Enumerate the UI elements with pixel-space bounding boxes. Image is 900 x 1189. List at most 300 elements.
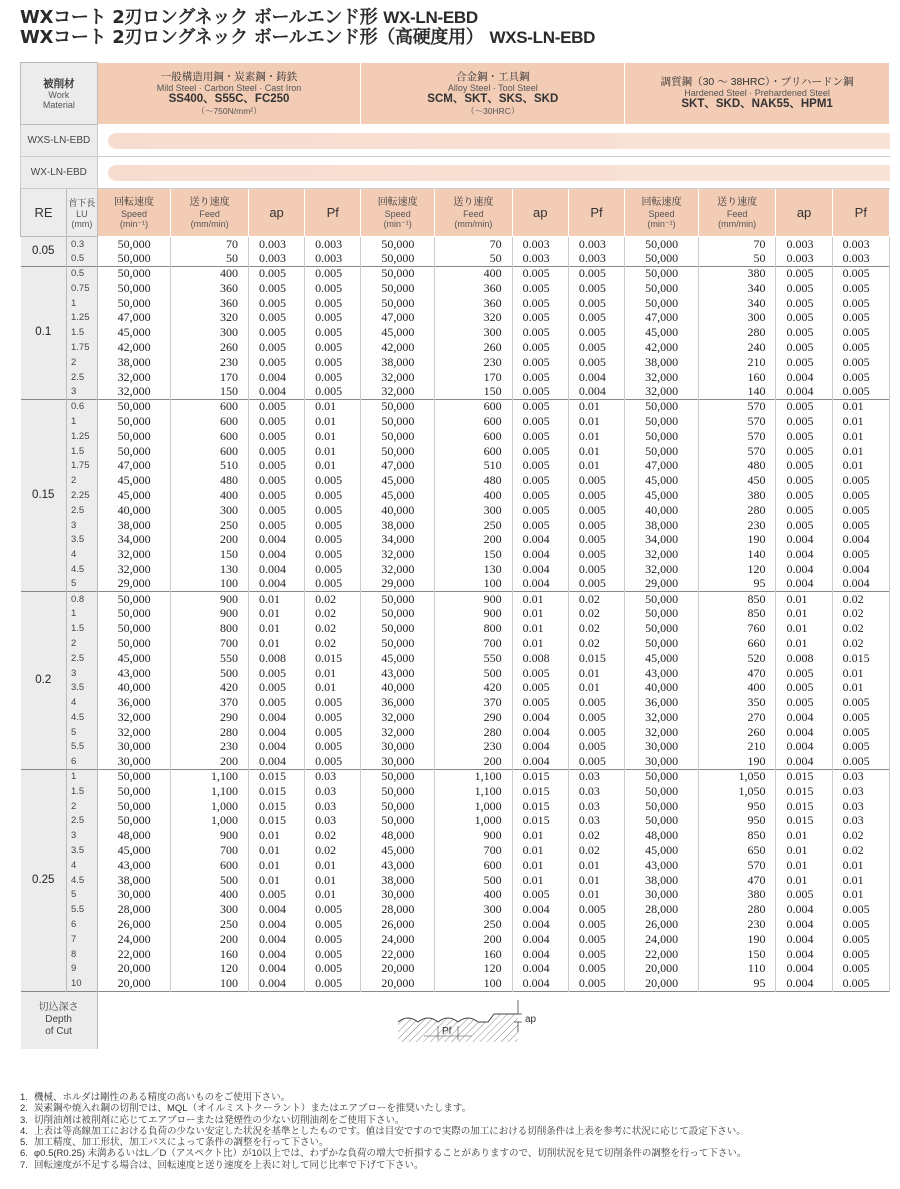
- lu-value: 1.5: [67, 621, 98, 636]
- speed-value: 50,000: [625, 444, 699, 459]
- pf-value: 0.02: [568, 621, 624, 636]
- pf-header: Pf: [832, 189, 889, 237]
- speed-value: 34,000: [625, 532, 699, 547]
- ap-value: 0.004: [512, 577, 568, 592]
- speed-value: 50,000: [361, 606, 435, 621]
- ap-value: 0.004: [248, 384, 304, 399]
- lu-value: 3: [67, 666, 98, 681]
- pf-value: 0.02: [832, 843, 889, 858]
- lu-value: 3.5: [67, 843, 98, 858]
- speed-value: 45,000: [97, 488, 171, 503]
- speed-value: 38,000: [361, 518, 435, 533]
- speed-value: 50,000: [97, 621, 171, 636]
- speed-value: 26,000: [625, 917, 699, 932]
- pf-value: 0.02: [305, 843, 361, 858]
- lu-value: 2: [67, 355, 98, 370]
- feed-value: 400: [698, 680, 776, 695]
- ap-value: 0.005: [776, 444, 832, 459]
- note-text: 上表は等高線加工における負荷の少ない安定した状況を基準としたものです。値は目安ですので実際の加工における切削条件は上表を参考に状況に応じて設定下さい。: [34, 1125, 746, 1137]
- lu-value: 3: [67, 518, 98, 533]
- pf-value: 0.01: [832, 666, 889, 681]
- feed-value: 120: [698, 562, 776, 577]
- product-label: WX-LN-EBD: [21, 157, 98, 189]
- pf-value: 0.005: [568, 902, 624, 917]
- pf-value: 0.005: [832, 976, 889, 991]
- feed-value: 900: [171, 606, 249, 621]
- ap-value: 0.004: [248, 947, 304, 962]
- lu-value: 1.25: [67, 310, 98, 325]
- lu-value: 9: [67, 962, 98, 977]
- lu-value: 0.5: [67, 266, 98, 281]
- lu-value: 4: [67, 858, 98, 873]
- pf-value: 0.01: [832, 444, 889, 459]
- pf-value: 0.005: [305, 473, 361, 488]
- lu-value: 4.5: [67, 710, 98, 725]
- feed-value: 190: [698, 932, 776, 947]
- speed-value: 38,000: [625, 355, 699, 370]
- ap-value: 0.01: [248, 621, 304, 636]
- speed-value: 32,000: [361, 384, 435, 399]
- pf-value: 0.005: [568, 488, 624, 503]
- pf-value: 0.005: [305, 932, 361, 947]
- feed-value: 700: [434, 843, 512, 858]
- lu-value: 2.5: [67, 370, 98, 385]
- pf-value: 0.005: [305, 562, 361, 577]
- table-row: [21, 592, 890, 607]
- speed-value: 45,000: [97, 843, 171, 858]
- pf-value: 0.005: [305, 340, 361, 355]
- feed-value: 360: [434, 281, 512, 296]
- speed-value: 48,000: [361, 828, 435, 843]
- pf-value: 0.005: [305, 947, 361, 962]
- pf-value: 0.005: [305, 503, 361, 518]
- pf-value: 0.005: [832, 281, 889, 296]
- feed-value: 300: [434, 902, 512, 917]
- feed-value: 950: [698, 799, 776, 814]
- ap-value: 0.004: [512, 532, 568, 547]
- speed-value: 32,000: [625, 370, 699, 385]
- table-row: [21, 384, 890, 399]
- speed-value: 50,000: [625, 606, 699, 621]
- ap-value: 0.005: [512, 666, 568, 681]
- speed-value: 32,000: [97, 547, 171, 562]
- feed-value: 70: [171, 237, 249, 252]
- title-line-2: WXコート 2刃ロングネック ボールエンド形（高硬度用） WXS-LN-EBD: [20, 27, 596, 48]
- ap-value: 0.005: [248, 325, 304, 340]
- speed-value: 45,000: [361, 843, 435, 858]
- feed-value: 400: [434, 488, 512, 503]
- speed-value: 20,000: [361, 962, 435, 977]
- table-row: [21, 962, 890, 977]
- speed-value: 42,000: [625, 340, 699, 355]
- feed-value: 360: [434, 296, 512, 311]
- feed-value: 510: [171, 458, 249, 473]
- ap-value: 0.01: [776, 873, 832, 888]
- pf-value: 0.01: [568, 888, 624, 903]
- feed-value: 400: [171, 488, 249, 503]
- feed-value: 260: [434, 340, 512, 355]
- ap-value: 0.005: [776, 281, 832, 296]
- feed-value: 380: [698, 488, 776, 503]
- ap-value: 0.01: [512, 843, 568, 858]
- ap-value: 0.01: [512, 873, 568, 888]
- speed-value: 50,000: [361, 784, 435, 799]
- table-row: [21, 399, 890, 414]
- ap-value: 0.005: [248, 488, 304, 503]
- lu-value: 1: [67, 296, 98, 311]
- pf-value: 0.03: [305, 799, 361, 814]
- pf-value: 0.005: [568, 976, 624, 991]
- pf-value: 0.005: [305, 488, 361, 503]
- feed-value: 900: [171, 828, 249, 843]
- speed-value: 20,000: [361, 976, 435, 991]
- table-row: [21, 518, 890, 533]
- ap-value: 0.004: [248, 976, 304, 991]
- pf-value: 0.01: [832, 680, 889, 695]
- pf-value: 0.005: [832, 754, 889, 769]
- applicable-range-bar: [108, 165, 890, 181]
- ap-value: 0.003: [776, 237, 832, 252]
- feed-value: 100: [434, 976, 512, 991]
- speed-value: 50,000: [97, 814, 171, 829]
- speed-value: 47,000: [97, 458, 171, 473]
- speed-value: 32,000: [97, 370, 171, 385]
- title-line-1: WXコート 2刃ロングネック ボールエンド形 WX-LN-EBD: [20, 7, 478, 28]
- table-row: [21, 503, 890, 518]
- table-row: [21, 680, 890, 695]
- ap-value: 0.005: [512, 473, 568, 488]
- pf-value: 0.02: [832, 621, 889, 636]
- speed-value: 20,000: [97, 962, 171, 977]
- pf-value: 0.03: [568, 784, 624, 799]
- speed-value: 32,000: [625, 710, 699, 725]
- ap-value: 0.004: [512, 740, 568, 755]
- note-item: [20, 1115, 890, 1126]
- speed-value: 29,000: [361, 577, 435, 592]
- feed-value: 900: [434, 828, 512, 843]
- speed-value: 30,000: [625, 754, 699, 769]
- pf-value: 0.003: [305, 251, 361, 266]
- feed-value: 250: [434, 917, 512, 932]
- feed-value: 400: [171, 888, 249, 903]
- pf-value: 0.005: [305, 325, 361, 340]
- feed-value: 160: [698, 370, 776, 385]
- table-row: [21, 266, 890, 281]
- lu-value: 4.5: [67, 562, 98, 577]
- feed-value: 370: [434, 695, 512, 710]
- speed-value: 32,000: [625, 725, 699, 740]
- speed-value: 36,000: [97, 695, 171, 710]
- ap-value: 0.004: [248, 370, 304, 385]
- pf-value: 0.02: [832, 636, 889, 651]
- pf-value: 0.01: [568, 458, 624, 473]
- note-number: 5.: [20, 1137, 28, 1149]
- ap-value: 0.003: [248, 251, 304, 266]
- table-row: [21, 296, 890, 311]
- lu-value: 2: [67, 799, 98, 814]
- speed-value: 43,000: [625, 666, 699, 681]
- speed-header: 回転速度 Speed (min⁻¹): [97, 189, 171, 237]
- feed-value: 400: [434, 888, 512, 903]
- pf-value: 0.005: [832, 340, 889, 355]
- pf-value: 0.01: [305, 399, 361, 414]
- pf-value: 0.005: [568, 754, 624, 769]
- note-text: 切削油剤は被削剤に応じてエアブローまたは発煙性の少ない切削油剤をご使用下さい。: [34, 1114, 405, 1126]
- speed-value: 29,000: [97, 577, 171, 592]
- speed-value: 45,000: [361, 488, 435, 503]
- speed-value: 50,000: [97, 606, 171, 621]
- speed-value: 38,000: [625, 873, 699, 888]
- pf-value: 0.03: [568, 769, 624, 784]
- table-row: [21, 917, 890, 932]
- pf-value: 0.005: [568, 740, 624, 755]
- ap-value: 0.005: [248, 458, 304, 473]
- feed-value: 270: [698, 710, 776, 725]
- speed-value: 30,000: [361, 888, 435, 903]
- pf-value: 0.005: [568, 532, 624, 547]
- ap-value: 0.015: [512, 799, 568, 814]
- pf-value: 0.005: [568, 355, 624, 370]
- pf-value: 0.03: [832, 814, 889, 829]
- speed-value: 38,000: [97, 518, 171, 533]
- speed-value: 24,000: [625, 932, 699, 947]
- feed-value: 130: [434, 562, 512, 577]
- speed-value: 50,000: [97, 592, 171, 607]
- note-number: 1.: [20, 1092, 28, 1103]
- feed-value: 650: [698, 843, 776, 858]
- pf-diagram-label: Pf: [441, 1026, 452, 1038]
- ap-value: 0.004: [776, 947, 832, 962]
- table-row: [21, 444, 890, 459]
- feed-value: 110: [698, 962, 776, 977]
- lu-value: 4: [67, 695, 98, 710]
- ap-value: 0.015: [248, 784, 304, 799]
- feed-value: 400: [434, 266, 512, 281]
- depth-of-cut-diagram-cell: [97, 991, 889, 1049]
- ap-value: 0.008: [248, 651, 304, 666]
- speed-value: 20,000: [625, 962, 699, 977]
- ap-value: 0.005: [512, 503, 568, 518]
- speed-value: 50,000: [625, 266, 699, 281]
- feed-value: 550: [434, 651, 512, 666]
- ap-value: 0.01: [776, 636, 832, 651]
- ap-value: 0.003: [776, 251, 832, 266]
- speed-value: 47,000: [361, 458, 435, 473]
- speed-value: 48,000: [625, 828, 699, 843]
- ap-value: 0.004: [248, 740, 304, 755]
- feed-value: 1,000: [171, 814, 249, 829]
- note-text: 機械、ホルダは剛性のある精度の高いものをご使用下さい。: [34, 1092, 291, 1103]
- lu-value: 5.5: [67, 740, 98, 755]
- ap-value: 0.005: [248, 888, 304, 903]
- ap-value: 0.015: [512, 769, 568, 784]
- ap-value: 0.005: [776, 355, 832, 370]
- pf-value: 0.01: [568, 444, 624, 459]
- ap-value: 0.005: [248, 503, 304, 518]
- table-row: [21, 355, 890, 370]
- material-header-hardened-steel: 調質鋼（30 〜 38HRC）・プリハードン鋼 Hardened Steel · Prehardened Steel SKT、SKD、NAK55、HPM1: [625, 63, 890, 125]
- note-number: 7.: [20, 1159, 28, 1171]
- ap-value: 0.004: [776, 725, 832, 740]
- pf-value: 0.005: [832, 473, 889, 488]
- feed-value: 290: [434, 710, 512, 725]
- ap-value: 0.004: [776, 962, 832, 977]
- pf-value: 0.005: [568, 473, 624, 488]
- feed-value: 420: [171, 680, 249, 695]
- feed-value: 500: [171, 873, 249, 888]
- ap-value: 0.005: [248, 399, 304, 414]
- lu-value: 4: [67, 547, 98, 562]
- pf-value: 0.02: [305, 621, 361, 636]
- pf-value: 0.005: [568, 932, 624, 947]
- ap-value: 0.004: [512, 547, 568, 562]
- table-row: [21, 532, 890, 547]
- lu-value: 1: [67, 414, 98, 429]
- pf-value: 0.005: [568, 518, 624, 533]
- table-row: [21, 902, 890, 917]
- pf-value: 0.01: [568, 680, 624, 695]
- note-number: 6.: [20, 1148, 28, 1160]
- ap-value: 0.01: [512, 592, 568, 607]
- table-row: [21, 340, 890, 355]
- ap-value: 0.003: [512, 237, 568, 252]
- pf-value: 0.005: [832, 947, 889, 962]
- speed-value: 50,000: [97, 636, 171, 651]
- ap-value: 0.015: [776, 784, 832, 799]
- lu-value: 6: [67, 917, 98, 932]
- pf-value: 0.005: [568, 695, 624, 710]
- feed-value: 550: [171, 651, 249, 666]
- pf-value: 0.03: [568, 799, 624, 814]
- feed-value: 340: [698, 281, 776, 296]
- re-header: RE: [21, 189, 67, 237]
- feed-value: 320: [171, 310, 249, 325]
- pf-value: 0.005: [305, 266, 361, 281]
- ap-value: 0.004: [248, 547, 304, 562]
- speed-value: 50,000: [361, 444, 435, 459]
- speed-value: 50,000: [625, 592, 699, 607]
- ap-value: 0.01: [512, 606, 568, 621]
- feed-value: 850: [698, 606, 776, 621]
- speed-value: 40,000: [361, 503, 435, 518]
- speed-value: 50,000: [625, 784, 699, 799]
- ap-value: 0.004: [776, 370, 832, 385]
- feed-value: 600: [171, 429, 249, 444]
- speed-value: 32,000: [625, 384, 699, 399]
- pf-value: 0.004: [832, 577, 889, 592]
- note-item: [20, 1092, 890, 1103]
- speed-value: 36,000: [625, 695, 699, 710]
- ap-value: 0.005: [512, 355, 568, 370]
- feed-value: 600: [434, 429, 512, 444]
- pf-value: 0.005: [305, 740, 361, 755]
- feed-value: 850: [698, 828, 776, 843]
- speed-value: 50,000: [361, 251, 435, 266]
- pf-value: 0.03: [305, 769, 361, 784]
- pf-value: 0.005: [305, 547, 361, 562]
- speed-value: 24,000: [361, 932, 435, 947]
- pf-value: 0.005: [568, 947, 624, 962]
- pf-value: 0.004: [832, 532, 889, 547]
- ap-value: 0.015: [512, 784, 568, 799]
- pf-value: 0.03: [832, 769, 889, 784]
- feed-value: 50: [171, 251, 249, 266]
- feed-value: 1,100: [171, 769, 249, 784]
- speed-value: 45,000: [625, 651, 699, 666]
- note-text: 炭素鋼や焼入れ鋼の切削では、MQL（オイルミストクーラント）またはエアブローを推奨いたします。: [34, 1103, 472, 1115]
- pf-value: 0.01: [832, 399, 889, 414]
- feed-value: 170: [171, 370, 249, 385]
- table-row: [21, 932, 890, 947]
- ap-value: 0.005: [776, 680, 832, 695]
- ap-value: 0.01: [512, 621, 568, 636]
- feed-value: 900: [434, 606, 512, 621]
- speed-value: 38,000: [361, 355, 435, 370]
- ap-value: 0.004: [776, 740, 832, 755]
- ap-value: 0.005: [512, 680, 568, 695]
- feed-value: 470: [698, 873, 776, 888]
- table-row: [21, 488, 890, 503]
- table-row: [21, 547, 890, 562]
- speed-value: 40,000: [97, 503, 171, 518]
- feed-value: 700: [171, 843, 249, 858]
- speed-value: 45,000: [625, 473, 699, 488]
- lu-value: 0.6: [67, 399, 98, 414]
- speed-value: 50,000: [361, 592, 435, 607]
- table-row: [21, 651, 890, 666]
- ap-value: 0.005: [512, 340, 568, 355]
- speed-value: 43,000: [97, 666, 171, 681]
- pf-value: 0.005: [832, 296, 889, 311]
- ap-value: 0.015: [776, 769, 832, 784]
- table-row: [21, 784, 890, 799]
- lu-value: 1.5: [67, 325, 98, 340]
- lu-value: 7: [67, 932, 98, 947]
- speed-value: 45,000: [361, 651, 435, 666]
- ap-value: 0.005: [248, 266, 304, 281]
- feed-value: 600: [434, 414, 512, 429]
- feed-value: 200: [171, 932, 249, 947]
- speed-value: 43,000: [361, 858, 435, 873]
- ap-value: 0.01: [776, 828, 832, 843]
- ap-value: 0.01: [512, 636, 568, 651]
- pf-value: 0.01: [832, 858, 889, 873]
- lu-value: 2: [67, 473, 98, 488]
- ap-value: 0.01: [248, 858, 304, 873]
- feed-value: 190: [698, 754, 776, 769]
- ap-value: 0.004: [248, 710, 304, 725]
- pf-value: 0.004: [568, 370, 624, 385]
- feed-value: 230: [434, 355, 512, 370]
- ap-value: 0.004: [776, 932, 832, 947]
- speed-value: 30,000: [625, 888, 699, 903]
- ap-value: 0.005: [512, 370, 568, 385]
- speed-value: 50,000: [361, 636, 435, 651]
- feed-value: 760: [698, 621, 776, 636]
- feed-value: 500: [434, 873, 512, 888]
- pf-value: 0.02: [568, 828, 624, 843]
- pf-value: 0.02: [568, 636, 624, 651]
- ap-value: 0.005: [248, 296, 304, 311]
- pf-value: 0.005: [305, 384, 361, 399]
- speed-value: 30,000: [625, 740, 699, 755]
- lu-header: 首下長 LU (mm): [67, 189, 98, 237]
- note-text: φ0.5(R0.25) 未満あるいはL／D（アスペクト比）が10以上では、わずかな負荷の増大で折損することがありますので、切削状況を見て切削条件の調整を行って下さい。: [34, 1148, 747, 1160]
- ap-value: 0.005: [248, 680, 304, 695]
- ap-value: 0.005: [512, 325, 568, 340]
- speed-value: 32,000: [625, 562, 699, 577]
- feed-value: 800: [434, 621, 512, 636]
